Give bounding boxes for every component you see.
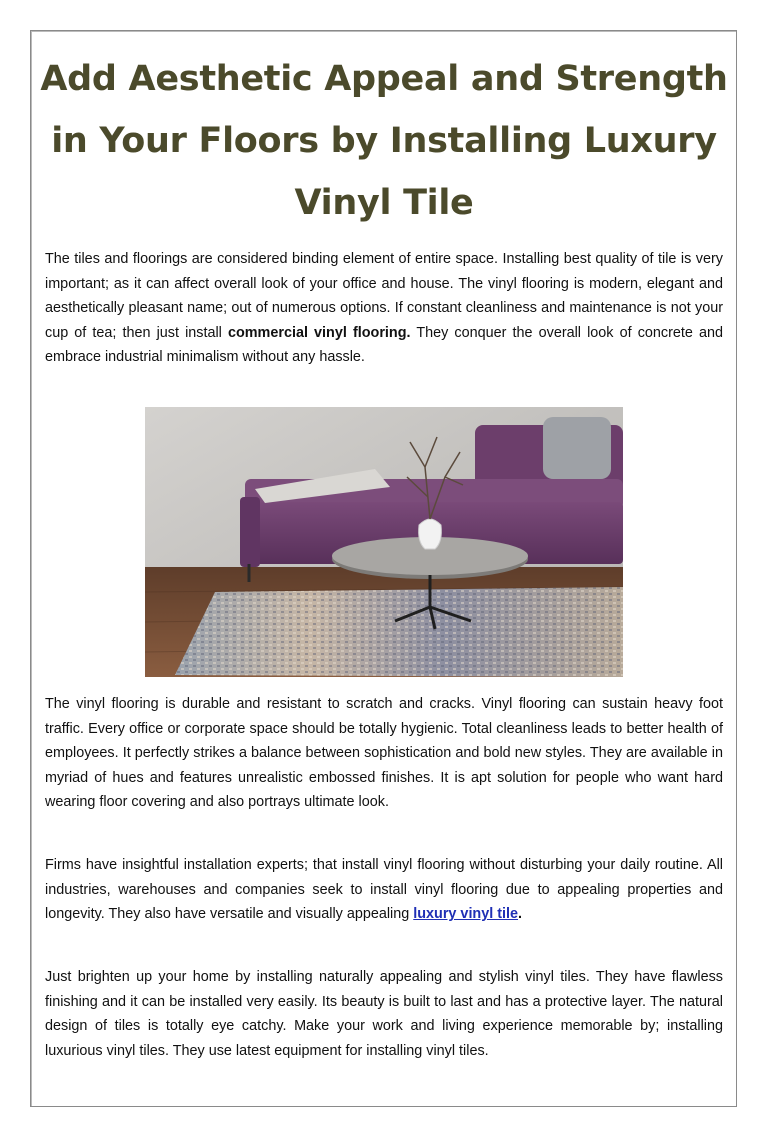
- paragraph-durability: The vinyl flooring is durable and resistant to scratch and cracks. Vinyl flooring can sustain heavy foot traffic. Every office or corporate space should be totally hygienic. Total cleanliness leads to better health of employees. It perfectly strikes a balance between sophistication and bold new styles. They are available in myriad of hues and features unrealistic embossed finishes. It is apt solution for people who want hard wearing floor covering and also portrays ultimate look.: [45, 696, 723, 811]
- living-room-photo: [145, 407, 623, 677]
- paragraph-intro-tail: They conquer the overall look of concrete and embrace industrial minimalism without any hassle.: [45, 324, 723, 366]
- paragraph-installation-text: Firms have insightful installation experts; that install vinyl flooring without disturbing your daily routine. All industries, warehouses and companies seek to install vinyl flooring due to appealing properties and longevity. They also have versatile and visually appealing: [45, 857, 723, 923]
- paragraph-intro-text: The tiles and floorings are considered binding element of entire space. Installing best quality of tile is very important; as it can affect overall look of your office and house. The vinyl flooring is modern, elegant and aesthetically pleasant name; out of numerous options. If constant cleanliness and maintenance is not your cup of tea; then just install: [45, 251, 723, 341]
- paragraph-installation: [45, 853, 723, 927]
- paragraph-installation-tail: .: [518, 906, 523, 923]
- document-title: Add Aesthetic Appeal and Strength in Your Floors by Installing Luxury Vinyl Tile: [40, 59, 728, 223]
- paragraph-intro: [45, 247, 723, 370]
- bold-phrase-commercial-vinyl: commercial vinyl flooring.: [227, 324, 411, 341]
- luxury-vinyl-tile-link[interactable]: luxury vinyl tile: [413, 906, 519, 923]
- paragraph-conclusion: Just brighten up your home by installing naturally appealing and stylish vinyl tiles. They have flawless finishing and it can be installed very easily. Its beauty is built to last and has a protective layer. The natural design of tiles is totally eye catchy. Make your work and living experience memorable by; installing luxurious vinyl tiles. They use latest equipment for installing vinyl tiles.: [45, 969, 723, 1059]
